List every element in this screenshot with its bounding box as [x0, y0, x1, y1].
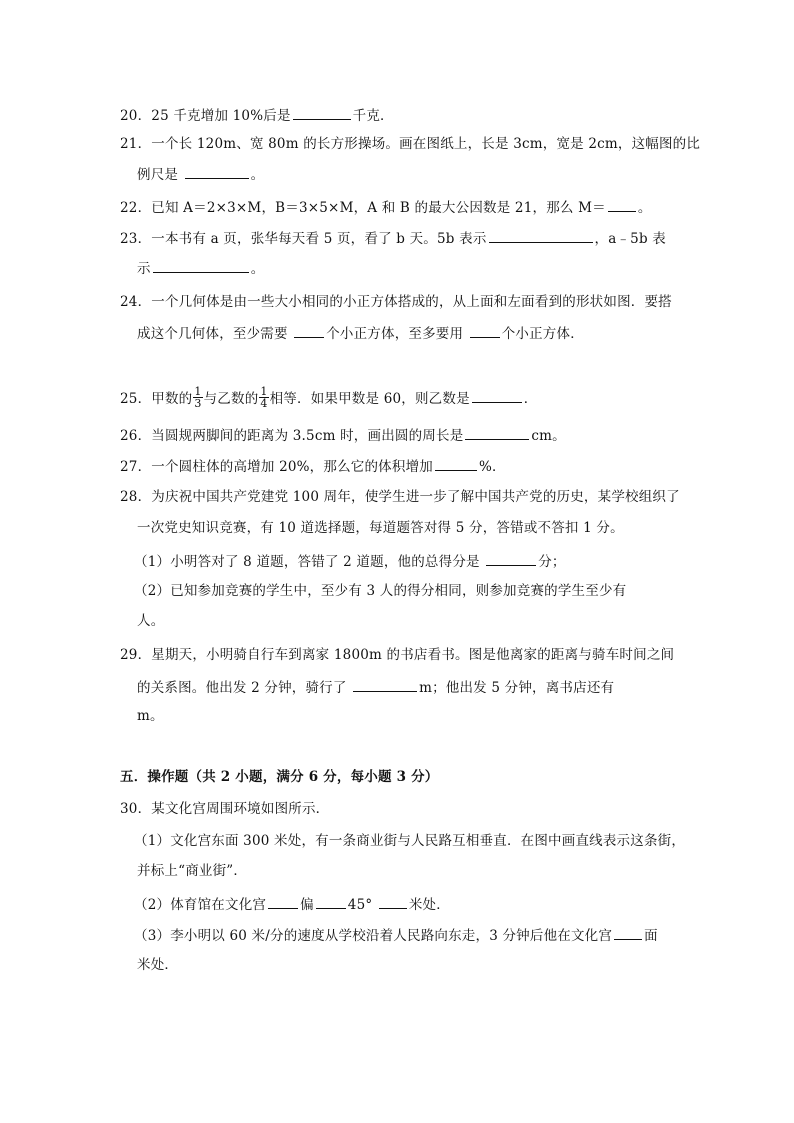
question-27: [120, 456, 680, 476]
question-text: m。: [137, 708, 164, 724]
answer-blank[interactable]: [486, 551, 536, 566]
question-30-part-1: [134, 832, 694, 850]
answer-blank[interactable]: [435, 456, 477, 471]
question-text: （2）体育馆在文化宫: [134, 897, 267, 913]
question-text: 24．一个几何体是由一些大小相同的小正方体搭成的，从上面和左面看到的形状如图．要搭: [120, 294, 672, 310]
question-text: 米处．: [408, 897, 450, 913]
question-text: 21．一个长 120m、宽 80m 的长方形操场。画在图纸上，长是 3cm，宽是 2cm，这幅图的比: [120, 136, 701, 152]
question-23-cont: [137, 258, 697, 278]
question-text: 面: [644, 928, 658, 944]
answer-blank[interactable]: [379, 894, 407, 909]
question-text: 米处．: [137, 957, 179, 973]
question-text: 个小正方体，至多要用: [326, 326, 468, 342]
question-text: 20．25 千克增加 10%后是: [120, 108, 291, 124]
question-30-part-2: [134, 894, 694, 914]
question-28-part-1: [134, 551, 694, 571]
answer-blank[interactable]: [294, 323, 324, 338]
question-text: 一次党史知识竞赛，有 10 道选择题，每道题答对得 5 分，答错或不答扣 1 分。: [137, 520, 624, 536]
question-text: （2）已知参加竞赛的学生中，至少有 3 人的得分相同，则参加竞赛的学生至少有: [134, 583, 627, 599]
question-text: 示: [137, 261, 151, 277]
question-text: 成这个几何体，至少需要: [137, 326, 293, 342]
question-text: 分；: [538, 554, 566, 570]
question-text: （3）李小明以 60 米/分的速度从学校沿着人民路向东走，3 分钟后他在文化宫: [134, 928, 613, 944]
answer-blank[interactable]: [472, 388, 522, 403]
question-text: 45°: [347, 897, 373, 913]
answer-blank[interactable]: [608, 197, 636, 212]
question-text: 26．当圆规两脚间的距离为 3.5cm 时，画出圆的周长是: [120, 428, 464, 444]
question-26: [120, 425, 680, 445]
question-text: （1）文化宫东面 300 米处，有一条商业街与人民路互相垂直．在图中画直线表示这条街，: [134, 833, 686, 849]
answer-blank[interactable]: [185, 164, 249, 179]
question-28: [120, 488, 680, 506]
question-text: 人。: [137, 613, 165, 629]
answer-blank[interactable]: [153, 258, 249, 273]
question-29-cont: [137, 677, 697, 697]
question-text: cm。: [531, 428, 566, 444]
answer-blank[interactable]: [353, 677, 417, 692]
answer-blank[interactable]: [268, 894, 298, 909]
question-text: 相等．如果甲数是 60，则乙数是: [269, 391, 470, 407]
question-23: [120, 228, 680, 248]
question-text: 25．甲数的: [120, 391, 193, 407]
question-24: [120, 293, 680, 311]
question-text: （1）小明答对了 8 道题，答错了 2 道题，他的总得分是: [134, 554, 485, 570]
question-text: 28．为庆祝中国共产党建党 100 周年，使学生进一步了解中国共产党的历史，某学校组织了: [120, 489, 680, 505]
question-29: [120, 646, 680, 664]
question-text: 个小正方体．: [501, 326, 584, 342]
question-text: 23．一本书有 a 页，张华每天看 5 页，看了 b 天。5b 表示: [120, 231, 487, 247]
answer-blank[interactable]: [316, 894, 346, 909]
question-24-cont: [137, 323, 697, 343]
numerator: 1: [194, 385, 202, 398]
answer-blank[interactable]: [614, 925, 642, 940]
question-text: 千克．: [352, 108, 394, 124]
answer-blank[interactable]: [465, 425, 529, 440]
answer-blank[interactable]: [489, 228, 593, 243]
question-30-part-3-cont: [137, 956, 697, 974]
question-22: [120, 197, 680, 217]
question-30-part-1-cont: [137, 862, 697, 880]
question-text: %．: [478, 459, 506, 475]
question-text: 22．已知 A＝2×3×M，B＝3×5×M，A 和 B 的最大公因数是 21，那么 M＝: [120, 200, 606, 216]
question-25: [120, 385, 680, 411]
fraction: [193, 386, 202, 409]
question-text: 的关系图。他出发 2 分钟，骑行了: [137, 680, 352, 696]
question-text: ，a﹣5b 表: [594, 231, 667, 247]
question-text: ．: [523, 391, 538, 407]
question-20: [120, 105, 680, 125]
question-28-part-2: [134, 582, 694, 600]
question-text: 27．一个圆柱体的高增加 20%，那么它的体积增加: [120, 459, 433, 475]
section-heading: 五．操作题（共 2 小题，满分 6 分，每小题 3 分）: [120, 769, 439, 785]
question-text: 29．星期天，小明骑自行车到离家 1800m 的书店看书。图是他离家的距离与骑车时间之间: [120, 647, 675, 663]
question-text: 。: [250, 261, 265, 277]
question-text: m；他出发 5 分钟，离书店还有: [419, 680, 615, 696]
denominator: 4: [260, 397, 268, 410]
question-29-cont-2: [137, 707, 697, 725]
question-30-part-3: [134, 925, 694, 945]
question-text: 并标上“商业街”．: [137, 863, 248, 879]
question-21-cont: [137, 164, 697, 184]
fraction: [259, 386, 268, 409]
question-text: 。: [637, 200, 652, 216]
question-text: 例尺是: [137, 167, 183, 183]
answer-blank[interactable]: [470, 323, 500, 338]
answer-blank[interactable]: [293, 105, 351, 120]
question-21: [120, 135, 701, 153]
question-30: [120, 800, 680, 818]
question-text: 偏: [300, 897, 314, 913]
question-28-cont: [137, 519, 697, 537]
denominator: 3: [194, 397, 202, 410]
question-text: 与乙数的: [203, 391, 259, 407]
question-text: 30．某文化宫周围环境如图所示．: [120, 801, 330, 817]
question-text: 。: [250, 167, 265, 183]
question-28-part-2-cont: [137, 612, 697, 630]
numerator: 1: [260, 385, 268, 398]
